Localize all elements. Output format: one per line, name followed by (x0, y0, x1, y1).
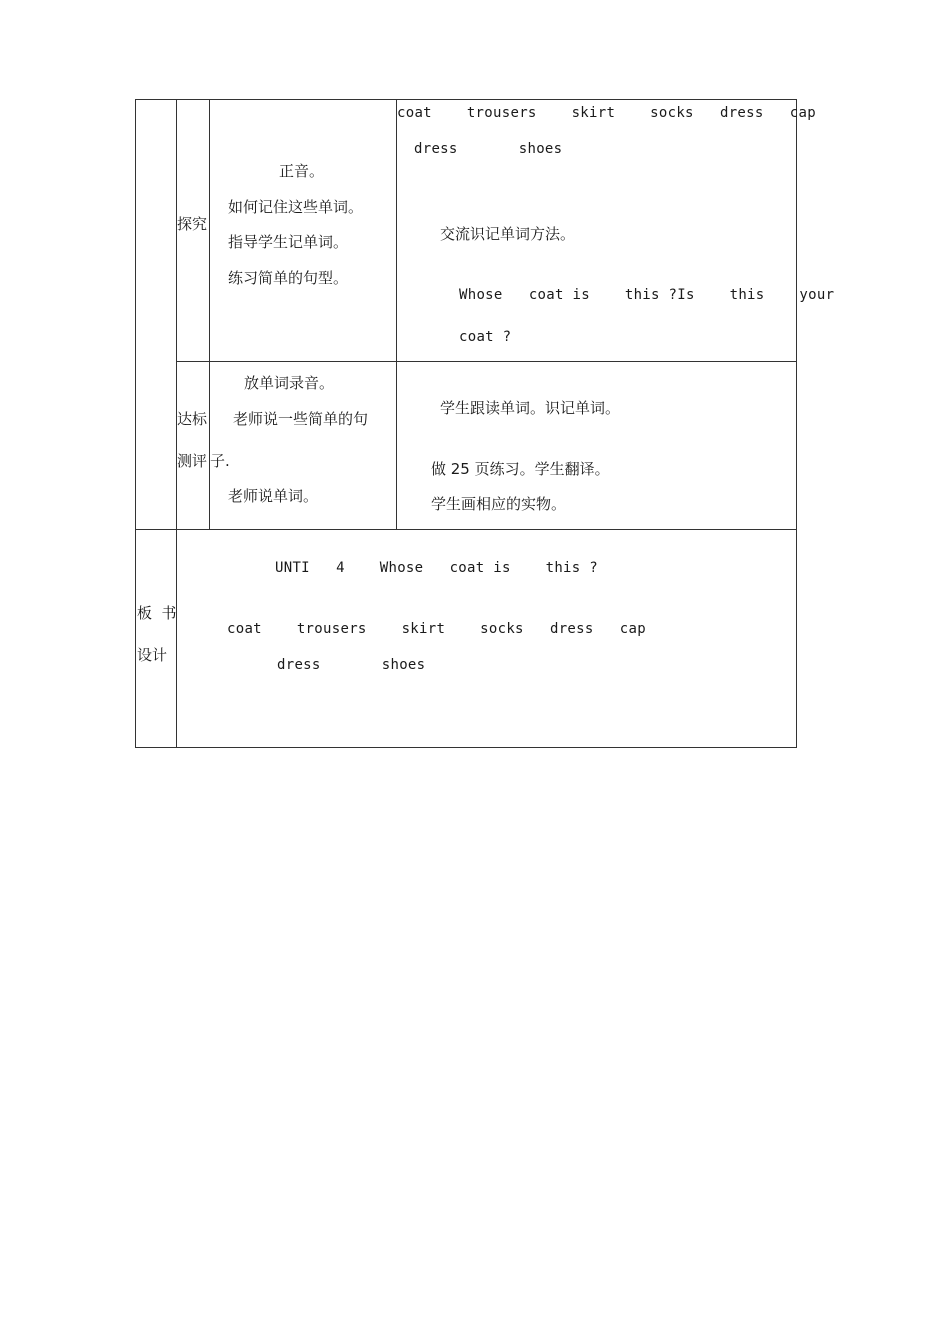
row-label-tanjiu: 探究 (177, 215, 208, 233)
row-label-board-1: 板 书 (137, 604, 177, 622)
student-dabiao-3: 学生画相应的实物。 (431, 495, 567, 513)
board-vocab-line-2: dress shoes (277, 657, 426, 673)
board-vocab-line-1: coat trousers skirt socks dress cap (227, 621, 646, 637)
student-dabiao-1: 学生跟读单词。识记单词。 (440, 399, 621, 417)
table-left-border (135, 99, 136, 748)
row-label-dabiao-2: 测评 (177, 452, 208, 470)
column-divider-student (396, 99, 397, 530)
teacher-dabiao-2: 老师说一些简单的句 (233, 410, 369, 428)
table-top-border (135, 99, 797, 100)
teacher-activity-1: 正音。 (279, 162, 325, 180)
student-vocab-line-2: dress shoes (414, 141, 563, 157)
teacher-activity-3: 指导学生记单词。 (228, 233, 349, 251)
teacher-activity-4: 练习简单的句型。 (228, 269, 349, 287)
row-divider-tanjiu-dabiao (176, 361, 797, 362)
teacher-dabiao-4: 老师说单词。 (228, 487, 319, 505)
row-label-dabiao-1: 达标 (177, 410, 208, 428)
student-method: 交流识记单词方法。 (440, 225, 576, 243)
table-bottom-border (135, 747, 797, 748)
teacher-activity-2: 如何记住这些单词。 (228, 198, 364, 216)
teacher-dabiao-1: 放单词录音。 (244, 374, 335, 392)
row-label-board-2: 设计 (137, 646, 168, 664)
student-sentence-line-2: coat ? (459, 329, 512, 345)
row-divider-board (135, 529, 797, 530)
table-right-border (796, 99, 797, 748)
student-dabiao-2: 做 25 页练习。学生翻译。 (431, 460, 610, 478)
student-sentence-line-1: Whose coat is this ?Is this your (459, 287, 835, 303)
board-title: UNTI 4 Whose coat is this ? (275, 560, 598, 576)
student-vocab-line-1: coat trousers skirt socks dress cap (397, 105, 816, 121)
teacher-dabiao-3: 子. (210, 452, 230, 470)
